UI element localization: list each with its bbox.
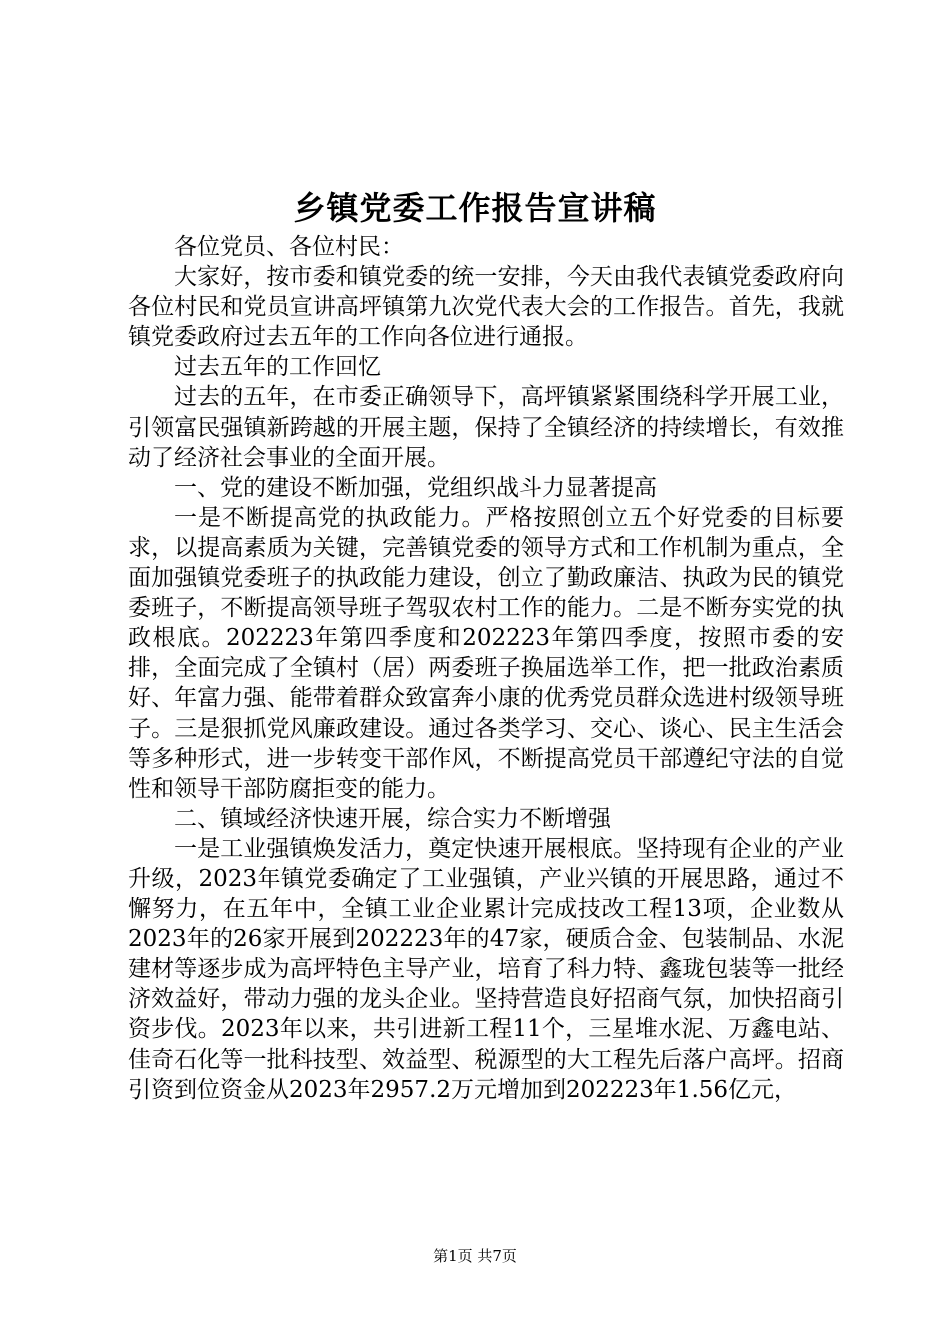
party-building-paragraph: 一是不断提高党的执政能力。严格按照创立五个好党委的目标要求，以提高素质为关键，完善镇党委的领导方式和工作机制为重点，全面加强镇党委班子的执政能力建设，创立了勤政廉洁、执政为民的镇党委班子，不断提高领导班子驾驭农村工作的能力。二是不断夯实党的执政根底。202223年第四季度和202223年第四季度，按照市委的安排，全面完成了全镇村（居）两委班子换届选举工作，把一批政治素质好、年富力强、能带着群众致富奔小康的优秀党员群众选进村级领导班子。三是狠抓党风廉政建设。通过各类学习、交心、谈心、民主生活会等多种形式，进一步转变干部作风，不断提高党员干部遵纪守法的自觉性和领导干部防腐拒变的能力。	[128, 504, 844, 802]
document-body	[128, 232, 844, 1105]
page-footer: 第1页 共7页	[433, 1247, 517, 1265]
section-heading-party-building: 一、党的建设不断加强，党组织战斗力显著提高	[174, 474, 657, 501]
salutation-paragraph: 各位党员、各位村民：	[174, 234, 404, 260]
intro-paragraph: 大家好，按市委和镇党委的统一安排，今天由我代表镇党委政府向各位村民和党员宣讲高坪镇第九次党代表大会的工作报告。首先，我就镇党委政府过去五年的工作向各位进行通报。	[128, 264, 844, 351]
section-heading-review: 过去五年的工作回忆	[174, 354, 381, 381]
economy-paragraph: 一是工业强镇焕发活力，奠定快速开展根底。坚持现有企业的产业升级，2023年镇党委确定了工业强镇，产业兴镇的开展思路，通过不懈努力，在五年中，全镇工业企业累计完成技改工程13项，企业数从2023年的26家开展到202223年的47家，硬质合金、包装制品、水泥建材等逐步成为高坪特色主导产业，培育了科力特、鑫珑包装等一批经济效益好，带动力强的龙头企业。坚持营造良好招商气氛，加快招商引资步伐。2023年以来，共引进新工程11个，三星堆水泥、万鑫电站、佳奇石化等一批科技型、效益型、税源型的大工程先后落户高坪。招商引资到位资金从2023年2957.2万元增加到202223年1.56亿元，	[128, 835, 844, 1103]
section-heading-economy: 二、镇域经济快速开展，综合实力不断增强	[174, 805, 611, 832]
document-title: 乡镇党委工作报告宣讲稿	[293, 189, 657, 227]
review-paragraph: 过去的五年，在市委正确领导下，高坪镇紧紧围绕科学开展工业，引领富民强镇新跨越的开展主题，保持了全镇经济的持续增长，有效推动了经济社会事业的全面开展。	[128, 384, 844, 471]
